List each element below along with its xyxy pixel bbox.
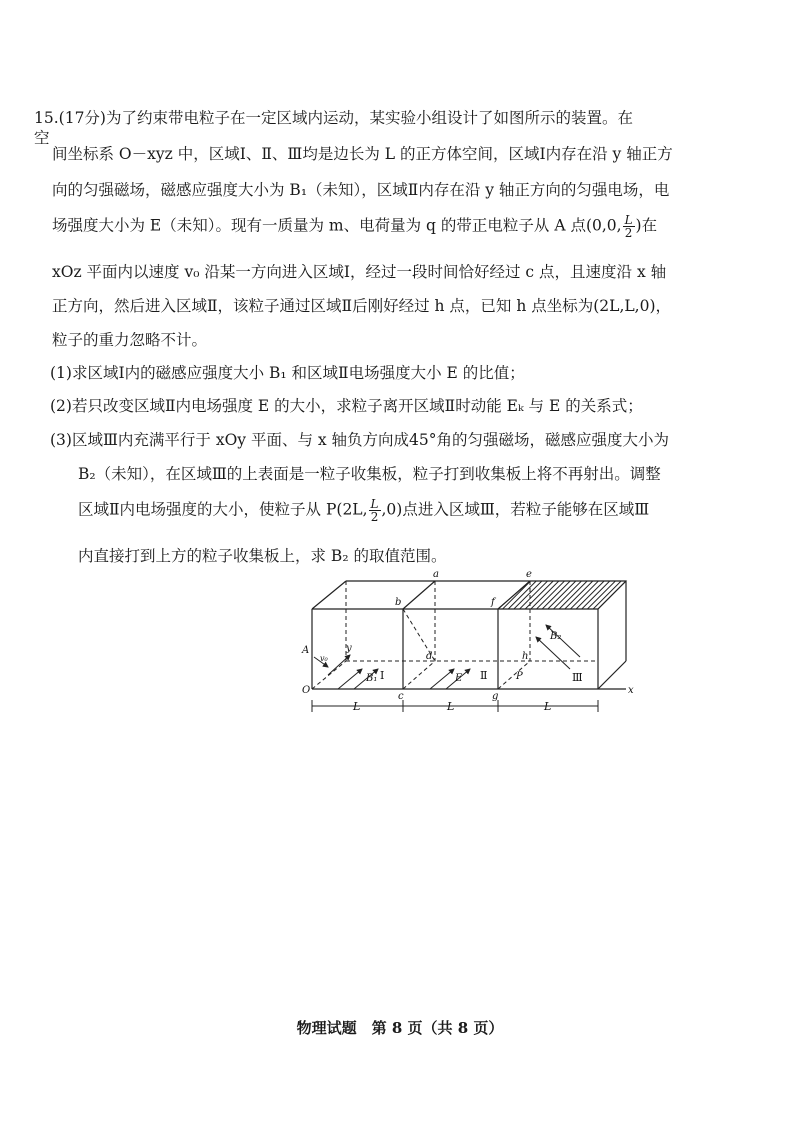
- label-region-2: Ⅱ: [480, 669, 488, 682]
- label-c: c: [398, 691, 404, 702]
- question-line-2: 间坐标系 O－xyz 中，区域Ⅰ、Ⅱ、Ⅲ均是边长为 L 的正方体空间，区域Ⅰ内存在沿 y 轴正方: [52, 145, 673, 163]
- question-score: (17分): [58, 109, 106, 127]
- dimension-L-2: L: [447, 700, 455, 713]
- label-v0: v₀: [320, 654, 328, 663]
- label-A: A: [302, 645, 310, 656]
- label-e: e: [526, 569, 532, 580]
- field-arrow-E-1: [430, 669, 454, 689]
- hidden-c-depth: [403, 661, 435, 689]
- label-P: P: [516, 671, 523, 682]
- hidden-g-depth: [498, 661, 530, 689]
- label-region-1: Ⅰ: [380, 669, 385, 682]
- question-line-5: xOz 平面内以速度 v₀ 沿某一方向进入区域Ⅰ，经过一段时间恰好经过 c 点，且速度沿 x 轴: [52, 263, 667, 281]
- label-g: g: [492, 691, 499, 702]
- bottom-right-depth: [598, 661, 626, 689]
- label-E: E: [455, 673, 463, 684]
- top-left-depth: [312, 581, 346, 609]
- y-axis-arrow: [328, 655, 350, 675]
- question-line-3: 向的匀强磁场，磁感应强度大小为 B₁（未知），区域Ⅱ内存在沿 y 轴正方向的匀强电场，电: [52, 181, 670, 199]
- label-B2: B₂: [550, 631, 562, 642]
- label-a: a: [433, 569, 439, 580]
- label-x: x: [628, 685, 634, 696]
- subquestion-3-line-3: 区域Ⅱ内电场强度的大小，使粒子从 P(2L, $\frac{L}{2}$ ,0)点进入区域Ⅲ，若粒子能够在区域Ⅲ: [78, 497, 650, 524]
- question-line-1: [34, 108, 644, 148]
- question-line-4-pre: 场强度大小为 E（未知）。现有一质量为 m、电荷量为 q 的带正电粒子从 A 点(0,0,: [52, 216, 622, 235]
- apparatus-figure: [280, 565, 640, 725]
- subquestion-3-line-1: (3)区域Ⅲ内充满平行于 xOy 平面、与 x 轴负方向成45°角的匀强磁场，磁感应强度大小为: [50, 431, 670, 449]
- question-line-7: 粒子的重力忽略不计。: [52, 331, 208, 349]
- question-intro: 为了约束带电粒子在一定区域内运动，某实验小组设计了如图所示的装置。在空: [34, 109, 633, 147]
- subquestion-3-line-4: 内直接打到上方的粒子收集板上，求 B₂ 的取值范围。: [78, 547, 447, 565]
- question-line-6: 正方向，然后进入区域Ⅱ，该粒子通过区域Ⅱ后刚好经过 h 点，已知 h 点坐标为(2L,L,0)，: [52, 297, 672, 315]
- subquestion-2: (2)若只改变区域Ⅱ内电场强度 E 的大小，求粒子离开区域Ⅱ时动能 Eₖ 与 E 的关系式；: [50, 397, 643, 415]
- label-d: d: [426, 651, 433, 662]
- collector-plate: [498, 581, 626, 609]
- label-region-3: Ⅲ: [572, 671, 583, 684]
- question-line-4: [52, 214, 657, 239]
- field-arrow-B1-1: [338, 669, 362, 689]
- page-footer: 物理试题 第 8 页（共 8 页）: [296, 1019, 504, 1037]
- question-number: 15.: [34, 109, 59, 127]
- dimension-L-3: L: [544, 700, 552, 713]
- dimension-L-1: L: [353, 700, 361, 713]
- fraction-L-over-2-b: $\frac{L}{2}$: [370, 497, 379, 524]
- question-line-4-post: )在: [635, 216, 658, 235]
- label-b: b: [395, 597, 402, 608]
- label-f: f: [491, 597, 495, 608]
- label-h: h: [522, 651, 529, 662]
- subquestion-1: (1)求区域Ⅰ内的磁感应强度大小 B₁ 和区域Ⅱ电场强度大小 E 的比值；: [50, 364, 525, 382]
- label-B1: B₁: [366, 673, 378, 684]
- label-y: y: [346, 643, 352, 654]
- hidden-bottom-left-depth: [312, 661, 346, 689]
- subquestion-3-line-2: B₂（未知），在区域Ⅲ的上表面是一粒子收集板，粒子打到收集板上将不再射出。调整: [78, 465, 661, 483]
- fraction-L-over-2: $\frac{L}{2}$: [624, 213, 633, 240]
- divider-b-a: [403, 581, 435, 609]
- label-O: O: [302, 685, 311, 696]
